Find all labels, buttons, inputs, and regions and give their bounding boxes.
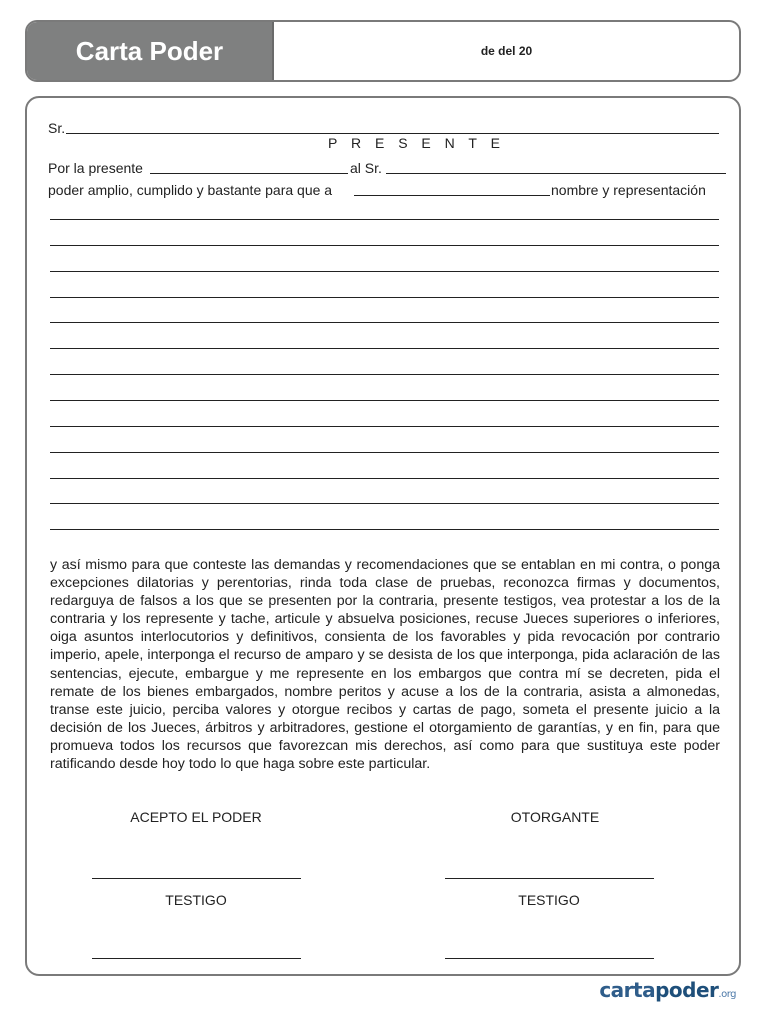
apoderado-name-field[interactable]	[386, 173, 726, 174]
writing-line[interactable]	[50, 348, 719, 349]
representado-name-field[interactable]	[354, 195, 550, 196]
signature-line-acepto[interactable]	[92, 878, 301, 879]
al-sr-label: al Sr.	[350, 160, 382, 176]
powers-paragraph: y así mismo para que conteste las demandas y recomendaciones que se entablan en mi contra, o ponga excepciones dilatorias y perentorias, rinda toda clase de pruebas, reconozca firmas y documentos, redarguya de falsos a los que se presenten por la contraria, presente testigos, vea protestar a los de la contraria y los represente y tache, articule y absuelva posiciones, recuse Jueces superiores o inferiores, oiga asuntos interlocutorios y definitivos, consienta de los favorables y pida revocación por contrario imperio, apele, interponga el recurso de amparo y se desista de los que interponga, pida aclaración de las sentencias, ejecute, embargue y me represente en los embargos que contra mí se decreten, pida el remate de los bienes embargados, nombre peritos y acuse a los de la contraria, asista a almonedas, transe este juicio, perciba valores y otorgue recibos y cartas de pago, someta el presente juicio a la decisión de los Jueces, árbitros y arbitradores, gestione el otorgamiento de garantías, y en fin, para que promueva todos los recursos que favorezcan mis derechos, así como para que sustituya este poder ratificando desde hoy todo lo que haga sobre este particular.	[50, 557, 720, 773]
logo-part-poder: poder	[655, 978, 719, 1002]
writing-line[interactable]	[50, 529, 719, 530]
date-line: de del 20	[480, 44, 533, 58]
writing-line[interactable]	[50, 400, 719, 401]
writing-line[interactable]	[50, 374, 719, 375]
signature-line-testigo-right[interactable]	[445, 958, 654, 959]
writing-line[interactable]	[50, 478, 719, 479]
por-la-presente-label: Por la presente	[48, 160, 143, 176]
document-title: Carta Poder	[27, 22, 274, 80]
testigo-right-label: TESTIGO	[518, 892, 580, 908]
writing-line[interactable]	[50, 271, 719, 272]
otorgante-name-field[interactable]	[150, 173, 348, 174]
logo-suffix: .org	[718, 989, 736, 1000]
logo-part-carta: carta	[599, 978, 656, 1002]
acepto-el-poder-label: ACEPTO EL PODER	[130, 809, 262, 825]
writing-line[interactable]	[50, 219, 719, 220]
form-frame	[25, 96, 741, 976]
header-bar	[25, 20, 741, 82]
nombre-representacion-label: nombre y representación	[551, 182, 706, 198]
writing-line[interactable]	[50, 322, 719, 323]
presente-heading: P R E S E N T E	[328, 135, 505, 151]
cartapoder-logo	[599, 978, 736, 1002]
writing-line[interactable]	[50, 297, 719, 298]
signature-line-testigo-left[interactable]	[92, 958, 301, 959]
writing-line[interactable]	[50, 245, 719, 246]
poder-amplio-label: poder amplio, cumplido y bastante para que a	[48, 182, 333, 198]
signature-line-otorgante[interactable]	[445, 878, 654, 879]
sr-label: Sr.	[48, 120, 66, 136]
testigo-left-label: TESTIGO	[165, 892, 227, 908]
writing-line[interactable]	[50, 452, 719, 453]
otorgante-label: OTORGANTE	[510, 809, 600, 825]
sr-name-field[interactable]	[66, 133, 719, 134]
writing-line[interactable]	[50, 503, 719, 504]
writing-line[interactable]	[50, 426, 719, 427]
